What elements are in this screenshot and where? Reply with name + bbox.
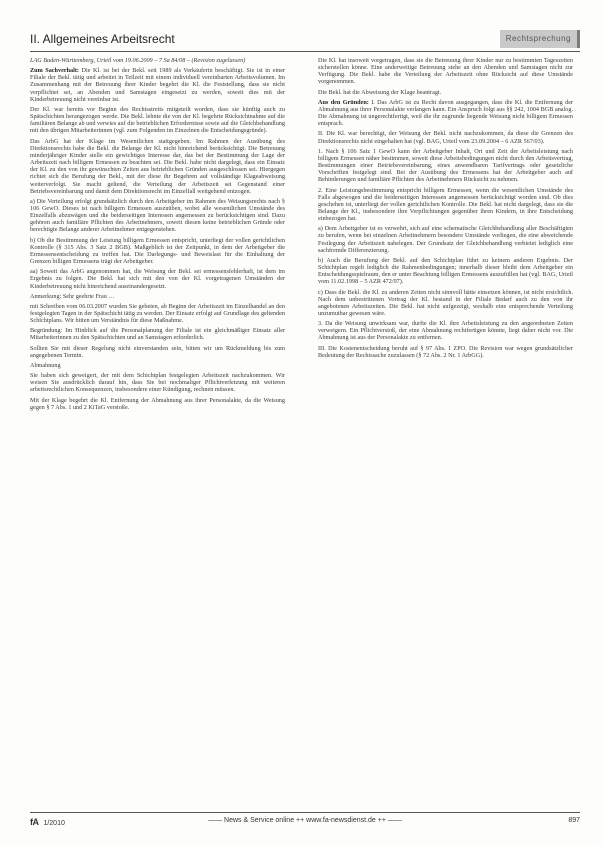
issue-number: 1/2010 bbox=[43, 820, 65, 827]
paragraph bbox=[318, 225, 573, 254]
paragraph bbox=[318, 345, 573, 359]
paragraph-text: c) Dass die Bekl. die Kl. zu anderen Zeiten nicht sinnvoll hätte einsetzen können, ist nicht ersichtlich. Nach dem unbestrittenen Vortrag der Kl. bestand in der Filiale Bedarf auch zu den von ihr angebotenen Arbeitszeiten. Die Bekl. hat nicht aufgezeigt, weshalb eine entsprechende Verteilung unzumutbar gewesen wäre. bbox=[318, 288, 573, 317]
paragraph bbox=[318, 89, 573, 96]
paragraph bbox=[30, 198, 285, 234]
paragraph bbox=[30, 268, 285, 289]
paragraph bbox=[30, 293, 285, 300]
paragraph-text: aa) Soweit das ArbG angenommen hat, die Weisung der Bekl. sei ermessensfehlerhaft, ist dem im Ergebnis zu folgen. Die Bekl. hat sich mit den von der Kl. vorgetragenen Umständen der Kinderbetreuung nicht hinreichend auseinandergesetzt. bbox=[30, 268, 285, 290]
footer-rule bbox=[30, 812, 580, 813]
paragraph-text: 1. Nach § 106 Satz 1 GewO kann der Arbeitgeber Inhalt, Ort und Zeit der Arbeitsleistung nach billigem Ermessen näher bestimmen, soweit diese Arbeitsbedingungen nicht durch den Arbeitsvertrag, Bestimmungen einer Betriebsvereinbarung, eines anwendbaren Tarifvertrags oder gesetzliche Vorschriften festgelegt sind. Bei der Ausübung des Ermessens hat der Arbeitgeber auch auf Behinderungen und familiäre Pflichten des Arbeitnehmers Rücksicht zu nehmen. bbox=[318, 147, 573, 184]
paragraph-text: a) Dem Arbeitgeber ist es verwehrt, sich auf eine schematische Gleichbehandlung aller Beschäftigten zu berufen, wenn bei einzelnen Arbeitnehmern besondere Umstände vorliegen, die eine abweichende Festlegung der Arbeitszeit nahelegen. Der Grundsatz der Gleichbehandlung verbietet lediglich eine sachfremde Differenzierung. bbox=[318, 225, 573, 254]
paragraph-text: Abmahnung bbox=[30, 361, 61, 369]
paragraph bbox=[30, 327, 285, 341]
paragraph bbox=[318, 320, 573, 341]
paragraph-text: Sie haben sich geweigert, der mit dem Schichtplan festgelegten Arbeitszeit nachzukommen. Wir weisen Sie ausdrücklich darauf hin, dass Sie bei nochmaliger Pflichtverletzung mit weiteren arbeitsrechtlichen Konsequenzen, insbesondere einer Kündigung, rechnen müssen. bbox=[30, 372, 285, 394]
paragraph-text: mit Schreiben vom 06.03.2007 wurden Sie gebeten, ab Beginn der Arbeitszeit im Einzelhandel an den festgelegten Tagen in der Spätschicht tätig zu werden. Der Einsatz erfolgt auf Grundlage des geltenden Schichtplans. Wir bitten um Verständnis für diese Maßnahme. bbox=[30, 302, 285, 325]
page-footer bbox=[30, 815, 580, 829]
paragraph bbox=[318, 57, 573, 86]
paragraph bbox=[30, 303, 285, 324]
paragraph-text: b) Auch die Berufung der Bekl. auf den Schichtplan führt zu keinem anderen Ergebnis. Der Schichtplan regelt lediglich die Rahmenbedingungen; innerhalb dieser bleibt dem Arbeitgeber ein Entscheidungsspielraum, den er unter Beachtung billigen Ermessens auszufüllen hat (vgl. BAG, Urteil vom 11.02.1998 – 5 AZR 472/97). bbox=[318, 256, 573, 286]
paragraph-text: Sollten Sie mit dieser Regelung nicht einverstanden sein, bitten wir um Rückmeldung bis zum angegebenen Termin. bbox=[30, 344, 285, 359]
paragraph-text: Die Bekl. hat die Abweisung der Klage beantragt. bbox=[318, 88, 442, 96]
paragraph-text: 2. Eine Leistungsbestimmung entspricht billigem Ermessen, wenn die wesentlichen Umstände des Falls abgewogen und die beiderseitigen Interessen angemessen berücksichtigt worden sind. Ob dies geschehen ist, unterliegt der vollen gerichtlichen Kontrolle. Die Bekl. hat nicht dargelegt, dass sie die Belange der Kl., insbesondere ihre Verpflichtungen gegenüber ihren Kindern, in ihre Entscheidung einbezogen hat. bbox=[318, 186, 573, 223]
paragraph bbox=[318, 148, 573, 184]
paragraph bbox=[30, 138, 285, 195]
paragraph bbox=[318, 257, 573, 286]
paragraph bbox=[30, 237, 285, 266]
paragraph-text: Anmerkung: Sehr geehrte Frau … bbox=[30, 292, 115, 300]
header-rule bbox=[30, 51, 580, 52]
paragraph bbox=[30, 57, 285, 64]
page-header bbox=[30, 30, 580, 50]
paragraph bbox=[318, 187, 573, 223]
paragraph-text: LAG Baden-Württemberg, Urteil vom 19.06.2009 – 7 Sa 84/08 – (Revision zugelassen) bbox=[30, 57, 246, 64]
paragraph-text: Die Kl. hat insoweit vorgetragen, dass sie die Betreuung ihrer Kinder nur zu bestimmten Tageszeiten sicherstellen könne. Eine anderweitige Betreuung stehe an den Abenden und Samstagen nicht zur Verfügung. Die Bekl. habe die Verteilung der Arbeitszeit ohne Rücksicht auf diese Umstände vorgenommen. bbox=[318, 57, 573, 86]
paragraph-text: III. Die Kostenentscheidung beruht auf § 97 Abs. 1 ZPO. Die Revision war wegen grundsätzlicher Bedeutung der Rechtssache zuzulassen (§ 72 Abs. 2 Nr. 1 ArbGG). bbox=[318, 344, 573, 359]
right-column bbox=[318, 57, 573, 362]
section-badge: Rechtsprechung bbox=[500, 30, 580, 48]
paragraph bbox=[30, 67, 285, 103]
footer-service-line: —— News & Service online ++ www.fa-newsdienst.de ++ —— bbox=[208, 817, 402, 824]
paragraph-text: II. Die Kl. war berechtigt, der Weisung der Bekl. nicht nachzukommen, da diese die Grenzen des Direktionsrechts nicht eingehalten hat (vgl. BAG, Urteil vom 23.09.2004 – 6 AZR 567/03). bbox=[318, 130, 573, 145]
paragraph-lead: Zum Sachverhalt: bbox=[30, 67, 79, 75]
paragraph-text: Begründung: Im Hinblick auf die Personalplanung der Filiale ist ein gleichmäßiger Einsatz aller Mitarbeiterinnen zu den Spätschichten und an Samstagen erforderlich. bbox=[30, 327, 285, 342]
paragraph-text: Das ArbG hat der Klage im Wesentlichen stattgegeben. Im Rahmen der Ausübung des Direktionsrechts habe die Bekl. die Belange der Kl. nicht hinreichend berücksichtigt. Die Betreuung minderjähriger Kinder stelle ein gewichtiges Interesse dar, das bei der Bestimmung der Lage der Arbeitszeit nach billigem Ermessen zu beachten sei. Die Bekl. habe nicht dargelegt, dass ein Einsatz der Kl. zu den von ihr gewünschten Zeiten aus betrieblichen Gründen ausgeschlossen sei. Hiergegen richtet sich die Berufung der Bekl., mit der diese ihr Begehren auf vollständige Klageabweisung weiterverfolgt. Sie macht geltend, die Verteilung der Arbeitszeit sei Gegenstand einer Betriebsvereinbarung und damit dem Direktionsrecht im Einzelfall weitgehend entzogen. bbox=[30, 137, 285, 195]
page-number: 897 bbox=[568, 817, 580, 824]
paragraph bbox=[30, 372, 285, 393]
paragraph-text: Der Kl. war bereits vor Beginn des Rechtsstreits mitgeteilt worden, dass sie künftig auch zu Spätschichten herangezogen werde. Die Bekl. lehnte die von der Kl. begehrte Rücksichtnahme auf die familiären Belange ab und verwies auf die betrieblichen Erfordernisse sowie auf die Gleichbehandlung mit den übrigen Mitarbeiterinnen (vgl. zum Folgenden im Einzelnen die Entscheidungsgründe). bbox=[30, 105, 285, 135]
section-title: II. Allgemeines Arbeitsrecht bbox=[30, 32, 175, 46]
paragraph bbox=[30, 345, 285, 359]
paragraph-text: 3. Da die Weisung unwirksam war, durfte die Kl. ihre Arbeitsleistung zu den angeordneten Zeiten verweigern. Ein Pflichtverstoß, der eine Abmahnung rechtfertigen könnte, liegt daher nicht vor. Die Abmahnung ist aus der Personalakte zu entfernen. bbox=[318, 320, 573, 342]
paragraph bbox=[318, 99, 573, 128]
paragraph-text: a) Die Verteilung erfolgt grundsätzlich durch den Arbeitgeber im Rahmen des Weisungsrechts nach § 106 GewO. Dieses ist nach billigem Ermessen auszuüben, wobei alle wesentlichen Umstände des Einzelfalls abzuwägen und die beiderseitigen Interessen angemessen zu berücksichtigen sind. Dazu gehören auch familiäre Pflichten des Arbeitnehmers, soweit diesen keine betrieblichen Gründe oder berechtigte Belange anderer Arbeitnehmer entgegenstehen. bbox=[30, 197, 285, 234]
paragraph bbox=[30, 397, 285, 411]
left-column bbox=[30, 57, 285, 414]
paragraph-text: Die Kl. ist bei der Bekl. seit 1989 als Verkäuferin beschäftigt. Sie ist in einer Filiale der Bekl. tätig und arbeitet in Teilzeit mit einem individuell vereinbarten Arbeitsvolumen. Im Zusammenhang mit der Betreuung ihrer Kinder begehrt die Kl. die Feststellung, dass sie nicht verpflichtet sei, an Abenden und Samstagen eingesetzt zu werden, soweit dies mit der Kinderbetreuung nicht vereinbar ist. bbox=[30, 67, 286, 103]
journal-logo: fA bbox=[30, 817, 39, 827]
paragraph-lead: Aus den Gründen: bbox=[318, 98, 369, 106]
paragraph bbox=[318, 289, 573, 318]
paragraph bbox=[318, 130, 573, 144]
paragraph-text: I. Das ArbG ist zu Recht davon ausgegangen, dass die Kl. die Entfernung der Abmahnung aus ihrer Personalakte verlangen kann. Ein Anspruch folgt aus §§ 242, 1004 BGB analog. Die Abmahnung ist ungerechtfertigt, weil die ihr zugrunde liegende Weisung nicht billigem Ermessen entsprach. bbox=[318, 98, 574, 128]
paragraph-text: b) Ob die Bestimmung der Leistung billigem Ermessen entspricht, unterliegt der vollen gerichtlichen Kontrolle (§ 315 Abs. 3 Satz 2 BGB). Maßgeblich ist der Zeitpunkt, in dem der Arbeitgeber die Ermessensentscheidung zu treffen hat. Die Darlegungs- und Beweislast für die Einhaltung der Grenzen billigen Ermessens trägt der Arbeitgeber. bbox=[30, 236, 285, 266]
paragraph-text: Mit der Klage begehrt die Kl. Entfernung der Abmahnung aus ihrer Personalakte, da die Weisung gegen § 7 Abs. 1 und 2 KiTaG verstoße. bbox=[30, 396, 285, 411]
paragraph bbox=[30, 106, 285, 135]
paragraph bbox=[30, 362, 285, 369]
